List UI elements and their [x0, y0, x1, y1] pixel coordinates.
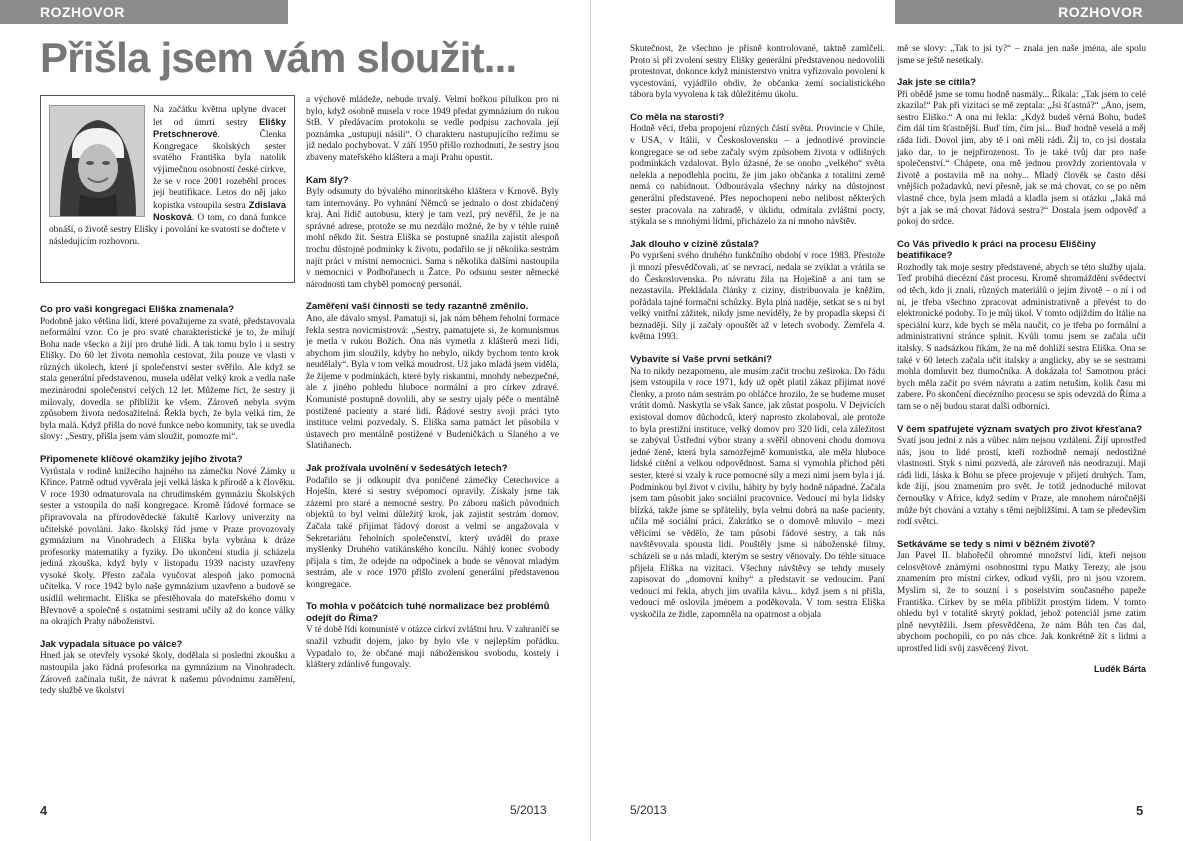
answer-paragraph: a výchově mládeže, nebude trvalý. Velmi hořkou pilulkou pro ni bylo, když osobně musela v roce 1949 předat gymnázium do rukou StB. V předávacím protokolu se vedle podpisu zachovala její poznámka „ustupují násilí“. O charakteru nastupujícího režimu se již nedalo pochybovat. V září 1950 přišlo rozhodnutí, že sestry jsou zbaveny mateřského kláštera a mají Prahu opustit.: [306, 95, 559, 163]
right-column-1: [630, 44, 885, 796]
answer-paragraph: Hodně věcí, třeba propojení různých částí světa. Provincie v Chile, v USA, v Itálii, v Československu – a jednotlivé provincie kongregace se od sebe začaly svým způsobem života v odlišných podmínkách vzdalovat. Bylo úžasné, že se onoho „velkého“ světa nelekla a nepodlehla pocitu, že jím jako občanka z totalitní země nemá co nabídnout. Odbourávala všechny nárky na důstojnost generální představené. Přes nepochopení nebo nelibost některých sester pracovala na zahradě, v úklidu, odmítala zvláštní pocty, stýkala se s mnohými lidmi, přicházelo za ní mnoho návštěv.: [630, 124, 885, 228]
question-heading: Co Vás přivedlo k práci na procesu Eliščiny beatifikace?: [897, 238, 1096, 262]
answer-paragraph: Vyrůstala v rodině knížecího hajného na zámečku Nové Zámky u Křince. Patrně odtud vyvěrala její velká láska k přírodě a k člověku. V roce 1930 odmaturovala na chrudimském gymnáziu Školských sester a vstoupila do naší kongregace. Kromě řádové formace se připravovala na přírodovědecké fakultě Karlovy univerzity na učitelské povolání. Jako školský řád jsme v Praze provozovaly gymnázium na Vinohradech a Eliška byla vybrána k dráze profesorky matematiky a fyziky. Do ukončení studia jí scházela jediná zkouška, když byly v listopadu 1939 nacisty uzavřeny vysoké školy. Přesto začala vyučovat alespoň jako pomocná učitelka. V roce 1942 bylo naše gymnázium uzavřeno a budově se usídlil wehrmacht. Eliška se přestěhovala do mateřského domu v Břevnově a společně s ostatními sestrami učily až do konce války na okrajích Prahy náboženství.: [40, 466, 295, 628]
issue-left: 5/2013: [510, 803, 547, 817]
left-column-1: [40, 304, 295, 796]
article-title: Přišla jsem vám sloužit...: [40, 34, 517, 81]
left-page: [0, 0, 591, 841]
answer-paragraph: Skutečnost, že všechno je přísně kontrolované, taktně zamlčeli. Proto si při zvolení sestry Elišky generální představenou nedovolili protestovat, dokonce když ministerstvo vnitra vyřizovalo povolení k vycestování, vyjádřilo obdiv, že občanka zemí socialistického tábora byla vyvolena k tak důležitému úkolu.: [630, 44, 885, 101]
left-column-2: [306, 95, 559, 796]
question-heading: V čem spatřujete význam svatých pro život křesťana?: [897, 423, 1143, 435]
intro-text-a: Na začátku května uplyne dvacet let od úmrtí sestry: [153, 105, 286, 128]
answer-paragraph: Jan Pavel II. blahořečil ohromné množství lidí, kteří nejsou celosvětově známými osobnostmi typu Matky Terezy, ale jsou znamením pro místní církev, odkud vyšli, pro ni jsou vzorem. Myslím si, že to souzní i s poselstvím současného papeže Františka. Církev by se měla přiblížit prostým lidem. V tomto ohledu byl v totalitě skrytý poklad, jehož potenciál jsme zatím plně nevytěžili. Jsem přesvědčena, že nám Bůh ten čas dal, abychom pochopili, co po nás chce. Jak konkrétně žít s lidmi a uprostřed lidí svůj zasvěcený život.: [897, 551, 1146, 655]
question-heading: Kam šly?: [306, 174, 349, 186]
question-heading: To mohla v počátcích tuhé normalizace bez problémů odejít do Říma?: [306, 601, 550, 624]
answer-paragraph: Podobně jako většina lidí, které považujeme za svaté, představovala neformální vzor. Co je pro svaté charakteristické je to, že milují Boha nade všecko a žijí pro druhé lidi. A tak tomu bylo i u sestry Elišky. Do 60 let života nemohla cestovat, žila pouze ve vlasti v různých úkolech, které jí společenství sester svěřilo. Ale když se stala generální představenou, musela udělat velký krok a vedla naše mezinárodní společenství celých 12 let. Můžeme říct, že sestry ji milovaly, dovedla se přiblížit ke všem. Zároveň nebyla svým způsobem života nedosažitelná. Řekla bych, že byla velká tím, že byla malá. Když přišla do nové funkce nebo komunity, tak se uvedla slovy: „Sestry, přišla jsem vám sloužit, pomozte mi“.: [40, 316, 295, 443]
issue-right: 5/2013: [630, 803, 667, 817]
intro-text-c: . O tom, co daná funkce obnáší, o životě sestry Elišky i povolání ke svatosti se dočtete v následujícím rozhovoru.: [49, 213, 286, 247]
portrait-photo: [49, 105, 145, 217]
answer-paragraph: Byly odsunuty do bývalého minoritského kláštera v Krnově. Byly tam internovány. Po vyhnání Němců se jednalo o dost zbídačený kraj. Ani řidič autobusu, který je tam vezl, prý nevěřil, že je na správné adrese, protože se mu nezdálo možné, že by v téhle ruině mohl někdo žít. Sestra Eliška se postupně snažila zajistit alespoň trochu důstojné podmínky k životu, podařilo se jí několika sestrám najít práci v místní nemocnici. Sama s několika dalšími nastoupila v nemocnici v Podbořanech u Žatce. Po odsunu sester německé národnosti tam chyběl pomocný personál.: [306, 187, 559, 290]
answer-paragraph: Ano, ale dávalo smysl. Pamatuji si, jak nám během řeholní formace řekla sestra novicmistrová: „Sestry, pamatujete si, že komunismus je metla v rukou Božích. Ona nás vymetla z klášterů mezi lidi, abychom jim sloužily, kdyby ho nebylo, nikdy bychom tento krok neudělaly“. Byla v tom velká moudrost. Už jako mladá jsem viděla, že žijeme v podmínkách, které byly riskantní, mnohdy nebezpečné, ale z jiného pohledu hluboce normální a pro církev zdravé. Komunisté postupně dovolili, aby se sestry ujaly péče o mentálně postižené pacienty a staré lidi. Řádové sestry svoji práci tyto instituce velmi pozvedaly. S. Eliška sama patnáct let působila v ústavech pro mentálně postižené v Budeničkách u Slaného a ve Slatiňanech.: [306, 313, 559, 452]
answer-paragraph: Na to nikdy nezapomenu, ale musím začít trochu zeširoka. Do řádu jsem vstoupila v roce 1971, kdy už opět platil zákaz přijímat nové členky, a proto nám sestrám po obláčce hrozilo, že se budeme muset vrátit domů. Naskytla se však šance, jak zůstat pospolu. V Dejvicích existoval domov důchodců, který naprosto zkolaboval, ale protože to byla prestižní instituce, velký domov pro 320 lidí, cela záležitost se zabýval Ústřední výbor strany a svěřil obnovení chodu domova jedné ženě, která byla samozřejmě komunistka, ale měla hluboce lidské cítění a velkou odpovědnost. Sama si vymohla příchod pěti sester, které si vzaly k ruce pomocné síly a mezi nimi jsem byla i já. Podmínkou byl život v civilu, hábity by byly hodně nápadné. Začala jsem tam působit jako sociální pracovnice. Vedoucí mi byla lidsky blízká, takže jsme se spřátelily, byla velmi dobrá na naše pacienty, učila mě sociální práci. Zakrátko se o domově mluvilo – mezi věřícími se vědělo, že tam působí řádové sestry, a tak nás navštěvovala spousta lidí. Pouštěly jsme si náboženské filmy, scházeli se u nás mladí, kterým se sestry věnovaly. Do téhle situace přijela Eliška na vizitaci. Všechny návštěvy se tehdy musely zapisovat do „domovní knihy“ a představit se vedoucím. Paní vedoucí mi řekla, abych jim uvařila kávu... když jsem s ní přišla, vedoucí mě oslovila jménem a poděkovala. V tom sestra Eliška vyskočila ze židle, zapomněla na opatrnost a objala: [630, 366, 885, 621]
question-heading: Setkáváme se tedy s nimi v běžném životě?: [897, 538, 1096, 550]
page-number-right: 5: [1136, 803, 1144, 818]
intro-box: [40, 95, 295, 283]
author-signature: Luděk Bárta: [1093, 663, 1146, 674]
answer-paragraph: Při obědě jsme se tomu hodně nasmály... Říkala: „Tak jsem to celé zkazila!“ Pak při vizitaci se mě zeptala: „Jsi šťastná?“ „Ano, jsem, sestro Eliško.“ A ona mi řekla: „Když budeš věrná Bohu, budeš čím dál tím šťastnější. Buď tím, čím jsi... Buď hodně veselá a měj ráda lidi. Dovol jim, aby tě i oni měli rádi. Žij to, co jsi dostala jako dar, to je nejpřirozenost. To je také tvůj dar pro naše společenství.“ Chápete, ona mě jednou provždy zorientovala v životě a postavila mě na nohy... Mladý člověk se často děsí vnějších požadavků, neví přesně, jak se má chovat, co se po něm vlastně chce, byla jsem mladá a kladla jsem si otázku „Jaká má být a jak se má chovat řádová sestra?“ Dostala jsem odpověď a pokoj do srdce.: [897, 89, 1146, 228]
answer-paragraph: Po vypršení svého druhého funkčního období v roce 1983. Přestože ji mnozí přesvědčovali, ať se nevrací, nedala se zviklat a vrátila se do Československa. Po návratu žila na Hoješíně a ani tam se nezastavila. Překládala články z ciziny, distribuovala je kněžím, pořádala tajné formační schůzky. Byla plná naděje, setkat se s ní byl velký vnitřní zážitek, nikdy jsme neviděly, že by propadla skepsi či beznaději. Síly jí začaly opouštět až v letech svobody. Zemřela 4. května 1993.: [630, 251, 885, 343]
question-heading: Vybavíte si Vaše první setkání?: [630, 354, 773, 366]
answer-paragraph: Rozhodly tak moje sestry představené, abych se této služby ujala. Teď probíhá diecézní část procesu. Kromě shromáždění svědectví od těch, kdo ji znali, různých materiálů o jejím životě – o ní i od ní, je třeba všechno zpracovat administrativně a převést to do elektronické podoby. To je můj úkol. V tomto odjíždím do Itálie na speciální kurz, kde bych se měla naučit, co je třeba po formální a administrativní stránce splnit. Kvůli tomu jsem se začala učit italsky. S nadsázkou říkám, že na mě dohlíží sestra Eliška. Ona se také v 60 letech začala učit italsky a anglicky, aby se se sestrami mohla domluvit bez tlumočníka. A dokázala to! Samotnou práci bych měla začít po svém návratu a zatím netušim, kolik času mi zabere. Po skončení diecézního procesu se spis odevzdá do Říma a tam se o něj budou starat další odborníci.: [897, 262, 1146, 412]
intro-text-b: . Členka Kongregace školských sester svatého Františka byla natolik výjimečnou osobností české církve, že se v roce 2001 rozeběhl proces její beatifikace. Letos do něj jako kopistka vstoupila sestra: [153, 130, 286, 211]
question-heading: Připomenete klíčové okamžiky jejího života?: [40, 454, 243, 466]
section-banner-left: ROZHOVOR: [0, 0, 288, 24]
page-number-left: 4: [40, 803, 48, 818]
answer-paragraph: V té době řídí komunisté v otázce církví zvláštní hru. V zahraničí se snažil vzbudit dojem, jako by bylo vše v nejlepším pořádku. Vypadalo to, že občané mají náboženskou svobodu, kostely i kláštery zdánlivě fungovaly.: [306, 625, 559, 671]
answer-paragraph: mě se slovy: „Tak to jsi ty?“ – znala jen naše jména, ale spolu jsme se ještě nesetkaly.: [897, 44, 1146, 66]
answer-paragraph: Svatí jsou jední z nás a vůbec nám nejsou vzdálení. Žijí uprostřed nás, jsou to lidé prostí, kteří rozhodně nemají nedostižné vlastnosti. Styk s nimi pozvedá, ale zároveň nás neodrazují. Mají rádi lidi, láska k Bohu se přece projevuje v přijetí druhých. Tam, kde žijí, jsou znamením pro svět. Je totiž jednoduché milovat černoušky v Africe, když sedím v Praze, ale mnohem náročnější může být chování a vztahy s těmi nejbližšími. A tam se především rodí světci.: [897, 436, 1146, 528]
intro-name-zdislava: Zdislava Nosková: [153, 199, 286, 223]
intro-name-eliska: Elišky Pretschnerové: [153, 116, 286, 140]
right-page: [592, 0, 1183, 841]
answer-paragraph: Hned jak se otevřely vysoké školy, dodělala si poslední zkoušku a nastoupila jako řádná profesorka na gymnázium na Vinohradech. Zároveň začínala tušit, že návrat k našemu původnímu zaměření, tedy službě ve školství: [40, 651, 295, 697]
section-banner-right: ROZHOVOR: [895, 0, 1183, 24]
question-heading: Jak vypadala situace po válce?: [40, 638, 183, 650]
question-heading: Jak jste se cítila?: [897, 77, 976, 89]
answer-paragraph: Podařilo se jí odkoupit dva poničené zámečky Cetechovice a Hoješín, které si sestry svépomocí opravily. Získaly jsme tak zázemí pro staré a nemocné sestry. Po záboru našich původních objektů to byl velmi důležitý krok, jak zajistit sestrám domov. Začala také přijímat řádový dorost a velmi se angažovala v Sekretariátu řeholních společenství, který uváděl do praxe myšlenky Druhého vatikánského koncilu. Náhlý konec svobody přijala s tím, že odejde na odpočinek a bude se věnovat mladým sestrám, ale v roce 1970 přišlo zvolení generální představenou kongregace.: [306, 475, 559, 590]
right-column-2-body: [897, 44, 1146, 656]
right-column-2: [897, 44, 1146, 796]
question-heading: Jak dlouho v cizině zůstala?: [630, 238, 760, 250]
question-heading: Co měla na starosti?: [630, 111, 725, 123]
question-heading: Co pro vaši kongregaci Eliška znamenala?: [40, 304, 235, 315]
question-heading: Zaměření vaší činnosti se tedy razantně změnilo.: [306, 301, 529, 313]
question-heading: Jak prožívala uvolnění v šedesátých letech?: [306, 463, 508, 475]
